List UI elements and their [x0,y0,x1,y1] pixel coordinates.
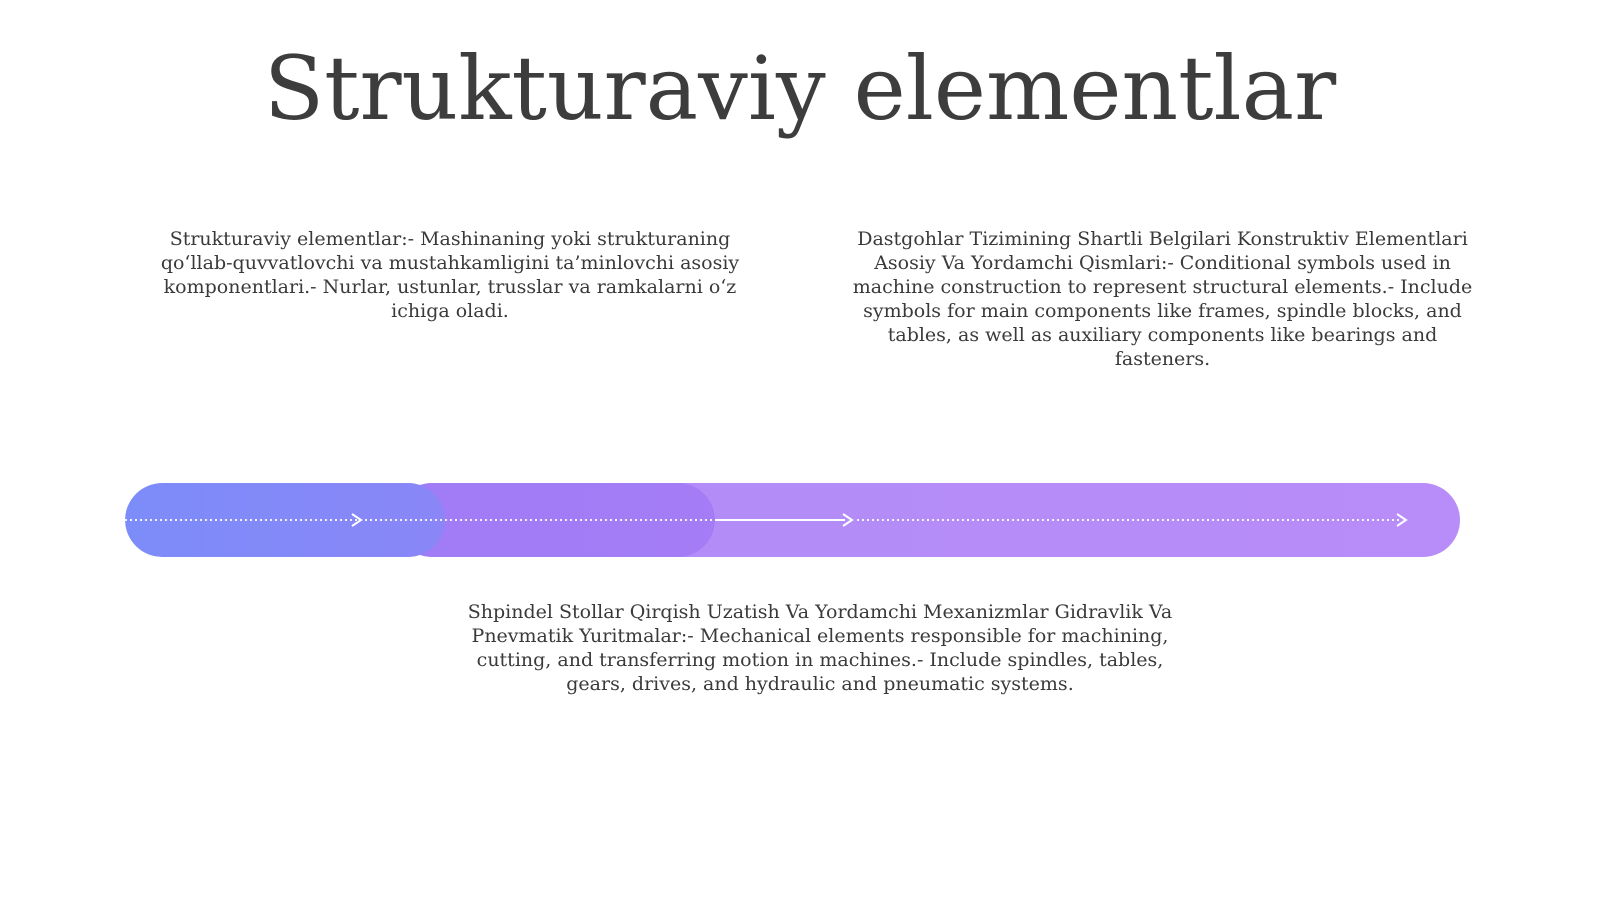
text-block-structural-elements: Strukturaviy elementlar:- Mashinaning yoki strukturaning qo‘llab-quvvatlovchi va mustahkamligini ta’minlovchi asosiy komponentlari.- Nurlar, ustunlar, trusslar va ramkalarni o‘z ichiga oladi. [160,228,740,322]
text-block-conditional-symbols: Dastgohlar Tizimining Shartli Belgilari Konstruktiv Elementlari Asosiy Va Yordamchi Qismlari:- Conditional symbols used in machine construction to represent structural elements.- Include symbols for main components like frames, spindle blocks, and tables, as well as auxiliary components like bearings and fasteners. [852,228,1473,370]
slide-title: Strukturaviy elementlar [263,37,1337,140]
timeline-bar [125,483,1460,557]
timeline-graphic [125,483,1460,557]
text-block-spindle-mechanisms: Shpindel Stollar Qirqish Uzatish Va Yordamchi Mexanizmlar Gidravlik Va Pnevmatik Yuritmalar:- Mechanical elements responsible for machining, cutting, and transferring motion in machines.- Include spindles, tables, gears, drives, and hydraulic and pneumatic systems. [467,601,1173,695]
